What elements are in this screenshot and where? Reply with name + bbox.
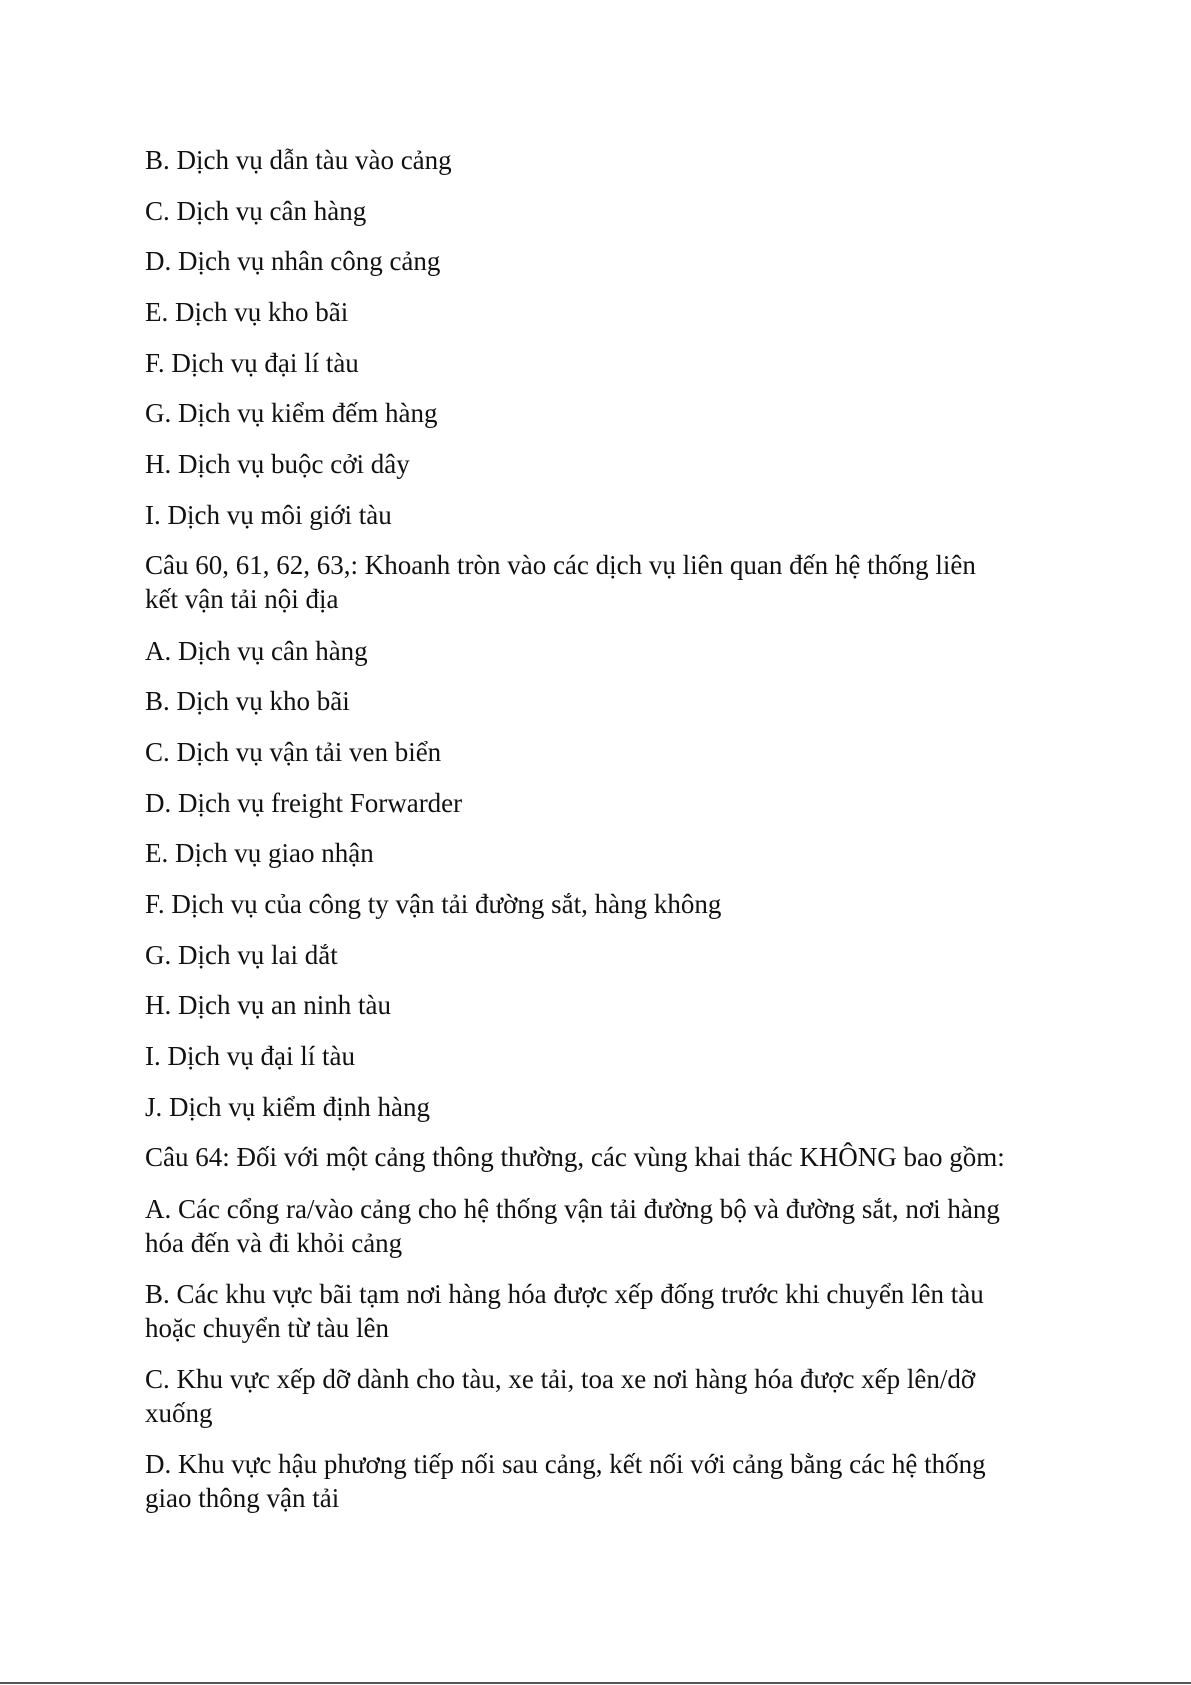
q60-option-g: G. Dịch vụ lai dắt: [145, 940, 338, 970]
question-64: Câu 64: Đối với một cảng thông thường, các vùng khai thác KHÔNG bao gồm:: [145, 1142, 1005, 1172]
q64-option-a-line2: hóa đến và đi khỏi cảng: [145, 1228, 403, 1258]
q60-option-i: I. Dịch vụ đại lí tàu: [145, 1041, 355, 1071]
q64-option-d-line2: giao thông vận tải: [145, 1483, 340, 1513]
q60-option-c: C. Dịch vụ vận tải ven biển: [145, 737, 442, 767]
q64-option-d-line1: D. Khu vực hậu phương tiếp nối sau cảng, kết nối với cảng bằng các hệ thống: [145, 1449, 986, 1479]
q64-option-a-line1: A. Các cổng ra/vào cảng cho hệ thống vận tải đường bộ và đường sắt, nơi hàng: [145, 1194, 1000, 1224]
page-bottom-rule: [0, 1682, 1191, 1684]
option-g-tally: G. Dịch vụ kiểm đếm hàng: [145, 398, 438, 428]
q60-option-j: J. Dịch vụ kiểm định hàng: [145, 1092, 430, 1122]
option-h-mooring: H. Dịch vụ buộc cởi dây: [145, 449, 410, 479]
option-f-ship-agency: F. Dịch vụ đại lí tàu: [145, 348, 359, 378]
q60-option-b: B. Dịch vụ kho bãi: [145, 686, 350, 716]
option-e-warehouse: E. Dịch vụ kho bãi: [145, 297, 349, 327]
question-60-63-line1: Câu 60, 61, 62, 63,: Khoanh tròn vào các dịch vụ liên quan đến hệ thống liên: [145, 550, 976, 580]
question-60-63-line2: kết vận tải nội địa: [145, 584, 339, 614]
q64-option-c-line2: xuống: [145, 1398, 213, 1428]
q60-option-d: D. Dịch vụ freight Forwarder: [145, 788, 463, 818]
option-b-pilotage: B. Dịch vụ dẫn tàu vào cảng: [145, 145, 452, 175]
q64-option-c-line1: C. Khu vực xếp dỡ dành cho tàu, xe tải, toa xe nơi hàng hóa được xếp lên/dỡ: [145, 1364, 976, 1394]
option-d-port-labor: D. Dịch vụ nhân công cảng: [145, 246, 441, 276]
q60-option-a: A. Dịch vụ cân hàng: [145, 636, 368, 666]
option-c-weighing: C. Dịch vụ cân hàng: [145, 196, 367, 226]
q60-option-f: F. Dịch vụ của công ty vận tải đường sắt, hàng không: [145, 889, 722, 919]
q60-option-h: H. Dịch vụ an ninh tàu: [145, 990, 391, 1020]
q64-option-b-line2: hoặc chuyển từ tàu lên: [145, 1313, 390, 1343]
q64-option-b-line1: B. Các khu vực bãi tạm nơi hàng hóa được xếp đống trước khi chuyển lên tàu: [145, 1279, 984, 1309]
q60-option-e: E. Dịch vụ giao nhận: [145, 838, 374, 868]
option-i-ship-broker: I. Dịch vụ môi giới tàu: [145, 500, 392, 530]
